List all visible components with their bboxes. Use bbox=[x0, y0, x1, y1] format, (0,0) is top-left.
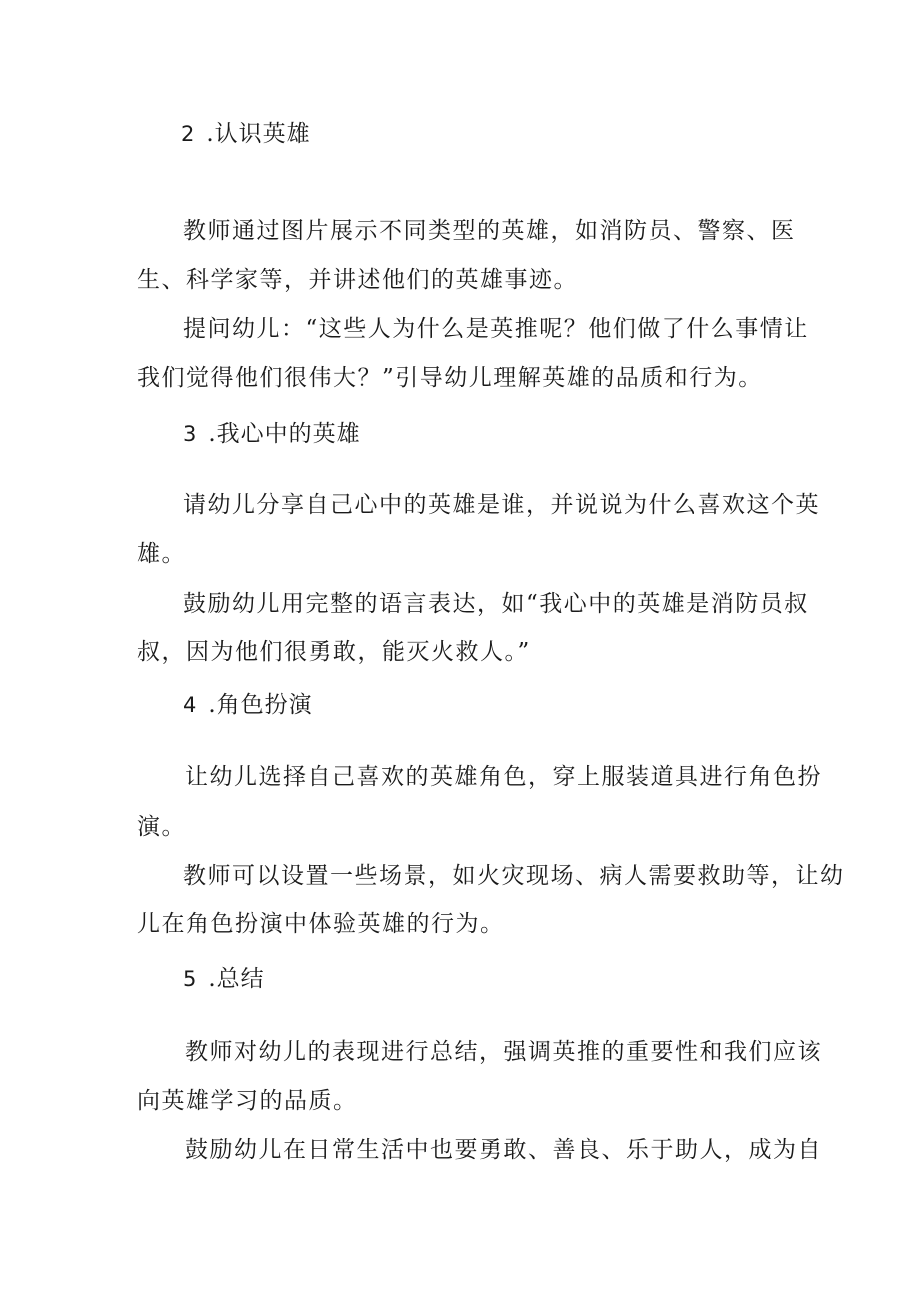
section-number: 2 bbox=[181, 122, 195, 146]
paragraph-line: 教师可以设置一些场景，如火灾现场、病人需要救助等，让幼 bbox=[183, 863, 845, 889]
paragraph-line: 鼓励幼儿用完整的语言表达，如“我心中的英雄是消防员叔 bbox=[183, 591, 809, 617]
section-title: .认识英雄 bbox=[206, 121, 311, 147]
paragraph-line: 我们觉得他们很伟大？”引导幼儿理解英雄的品质和行为。 bbox=[137, 365, 763, 391]
section-title: .我心中的英雄 bbox=[208, 421, 361, 447]
section-number: 3 bbox=[183, 422, 197, 446]
section-number: 4 bbox=[183, 693, 197, 717]
section-title: .角色扮演 bbox=[208, 692, 313, 718]
paragraph-line: 让幼儿选择自己喜欢的英雄角色，穿上服装道具进行角色扮 bbox=[185, 764, 822, 790]
paragraph-line: 教师通过图片展示不同类型的英雄，如消防员、警察、医 bbox=[183, 218, 796, 244]
section-heading bbox=[183, 420, 361, 448]
paragraph-line: 提问幼儿：“这些人为什么是英推呢？他们做了什么事情让 bbox=[183, 316, 809, 342]
paragraph-line: 教师对幼儿的表现进行总结，强调英推的重要性和我们应该 bbox=[185, 1039, 822, 1065]
paragraph-line: 演。 bbox=[137, 814, 186, 840]
paragraph-line: 鼓励幼儿在日常生活中也要勇敢、善良、乐于助人，成为自 bbox=[185, 1137, 822, 1163]
section-number: 5 bbox=[183, 967, 197, 991]
section-heading bbox=[183, 965, 265, 993]
paragraph-line: 雄。 bbox=[137, 541, 186, 567]
paragraph-line: 请幼儿分享自己心中的英雄是谁，并说说为什么喜欢这个英 bbox=[183, 492, 820, 518]
section-heading bbox=[181, 120, 311, 148]
section-heading bbox=[183, 691, 313, 719]
section-title: .总结 bbox=[208, 966, 265, 992]
paragraph-line: 生、科学家等，并讲述他们的英雄事迹。 bbox=[137, 267, 578, 293]
paragraph-line: 向英雄学习的品质。 bbox=[137, 1088, 358, 1114]
paragraph-line: 叔，因为他们很勇敢，能灭火救人。” bbox=[137, 639, 531, 665]
paragraph-line: 儿在角色扮演中体验英雄的行为。 bbox=[137, 911, 505, 937]
